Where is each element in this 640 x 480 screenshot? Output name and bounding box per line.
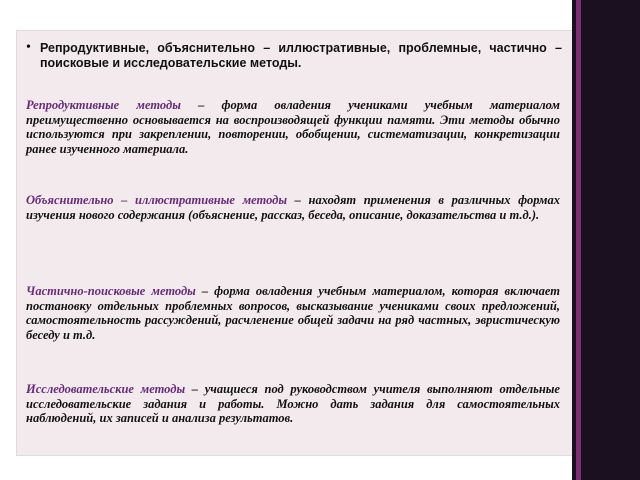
decorative-side-stripe [576, 0, 581, 480]
definition-partial-search: – форма овладения учебным материалом, которая включает постановку отдельных проблемных вопросов, высказывание учениками своих предложений, самостоятельность рассуждений, расчленение общей задачи на ряд частных, эвристическую беседу и т.д. [26, 284, 560, 342]
definition-research: – учащиеся под руководством учителя выполняют отдельные исследовательские задания и работы. Можно дать задания для самостоятельных наблюдений, их записей и анализа результатов. [26, 382, 560, 425]
decorative-side-bar [572, 0, 640, 480]
term-partial-search: Частично-поисковые методы [26, 284, 196, 298]
definition-reproductive: – форма овладения учениками учебным материалом преимущественно основывается на воспроизводящей функции памяти. Эти методы обычно используются при закреплении, повторении, обобщении, систематизации, конкретизации ранее изученного материала. [26, 98, 560, 156]
header-bullet-item [26, 41, 562, 71]
term-research: Исследовательские методы [26, 382, 186, 396]
slide-heading: Репродуктивные, объяснительно – иллюстративные, проблемные, частично – поисковые и исследовательские методы. [40, 41, 562, 70]
paragraph-research [26, 382, 560, 426]
bullet-icon: • [26, 40, 31, 55]
term-explanatory: Объяснительно – иллюстративные методы [26, 193, 288, 207]
paragraph-explanatory [26, 193, 560, 222]
paragraph-reproductive [26, 98, 560, 156]
definition-explanatory: – находят применения в различных формах изучения нового содержания (объяснение, рассказ, беседа, описание, доказательства и т.д.). [26, 193, 560, 222]
paragraph-partial-search [26, 284, 560, 342]
term-reproductive: Репродуктивные методы [26, 98, 181, 112]
